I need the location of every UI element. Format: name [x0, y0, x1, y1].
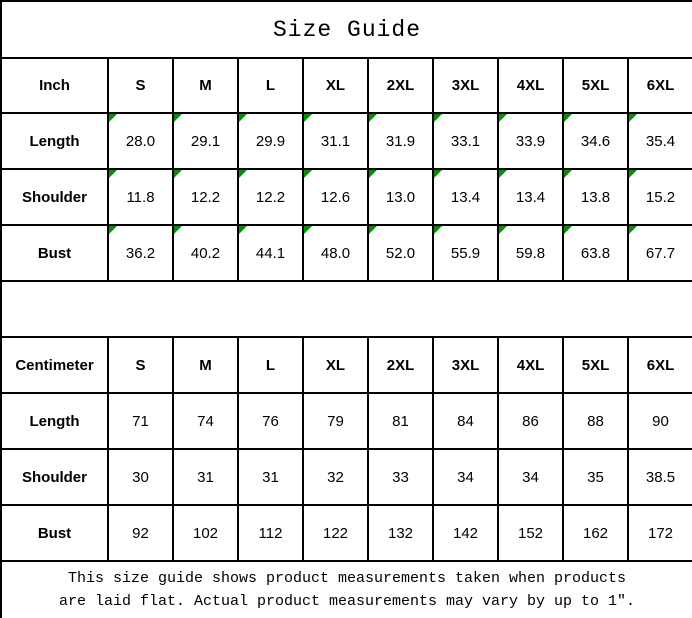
measurement-value: 15.2 [645, 188, 676, 206]
measurement-value-cell [238, 113, 303, 169]
measurement-value-cell [108, 449, 173, 505]
measurement-value-cell [108, 225, 173, 281]
size-header-cell: S [108, 337, 173, 393]
measurement-value-cell [303, 225, 368, 281]
measurement-value-cell [433, 169, 498, 225]
measurement-label-cell: Bust [1, 225, 108, 281]
measurement-value-cell [238, 449, 303, 505]
measurement-value-cell [303, 113, 368, 169]
measurement-value: 34.6 [580, 132, 611, 150]
measurement-value: 31 [197, 468, 214, 486]
measurement-value: 13.4 [515, 188, 546, 206]
measurement-value: 132 [387, 524, 414, 542]
measurement-value-cell [563, 449, 628, 505]
measurement-value-cell [238, 225, 303, 281]
measurement-value: 12.6 [320, 188, 351, 206]
measurement-value: 35.4 [645, 132, 676, 150]
size-header-cell: XL [303, 337, 368, 393]
measurement-label-cell: Bust [1, 505, 108, 561]
measurement-value-cell [108, 505, 173, 561]
measurement-value: 29.9 [255, 132, 286, 150]
cell-corner-flag-icon [304, 226, 312, 234]
cell-corner-flag-icon [239, 170, 247, 178]
measurement-value-cell [303, 505, 368, 561]
size-header-cell: 3XL [433, 58, 498, 113]
measurement-value: 13.8 [580, 188, 611, 206]
measurement-value-cell [173, 113, 238, 169]
measurement-value: 90 [652, 412, 669, 430]
measurement-value: 29.1 [190, 132, 221, 150]
size-header-cell: 6XL [628, 337, 692, 393]
measurement-value: 59.8 [515, 244, 546, 262]
measurement-value-cell [498, 449, 563, 505]
measurement-value: 67.7 [645, 244, 676, 262]
cell-corner-flag-icon [629, 226, 637, 234]
measurement-value-cell [238, 169, 303, 225]
measurement-value-cell [173, 225, 238, 281]
measurement-value-cell [433, 449, 498, 505]
footer-note [1, 561, 692, 618]
measurement-value: 86 [522, 412, 539, 430]
size-header-cell: 4XL [498, 337, 563, 393]
measurement-value: 52.0 [385, 244, 416, 262]
cell-corner-flag-icon [174, 226, 182, 234]
unit-header-cell: Inch [1, 58, 108, 113]
measurement-value: 112 [258, 524, 283, 542]
measurement-value: 34 [522, 468, 539, 486]
measurement-value-cell [628, 225, 692, 281]
cell-corner-flag-icon [499, 114, 507, 122]
cell-corner-flag-icon [239, 114, 247, 122]
measurement-value: 44.1 [255, 244, 286, 262]
size-header-row [1, 58, 692, 113]
footer-note-line1: This size guide shows product measurements taken when products [67, 569, 627, 587]
unit-header-cell: Centimeter [1, 337, 108, 393]
measurement-value-cell [628, 505, 692, 561]
measurement-value-cell [368, 505, 433, 561]
measurement-row [1, 449, 692, 505]
measurement-value-cell [563, 505, 628, 561]
measurement-value: 28.0 [125, 132, 156, 150]
measurement-value-cell [433, 113, 498, 169]
measurement-value-cell [628, 393, 692, 449]
size-header-cell: 2XL [368, 58, 433, 113]
measurement-value-cell [303, 169, 368, 225]
measurement-row [1, 393, 692, 449]
page-title: Size Guide [1, 1, 692, 58]
measurement-value-cell [628, 449, 692, 505]
cell-corner-flag-icon [109, 226, 117, 234]
size-header-cell: L [238, 58, 303, 113]
measurement-value-cell [628, 113, 692, 169]
cell-corner-flag-icon [369, 226, 377, 234]
measurement-value-cell [368, 113, 433, 169]
measurement-row [1, 113, 692, 169]
cell-corner-flag-icon [434, 226, 442, 234]
measurement-value: 31.9 [385, 132, 416, 150]
measurement-value-cell [498, 225, 563, 281]
measurement-value-cell [173, 393, 238, 449]
cell-corner-flag-icon [499, 170, 507, 178]
measurement-value: 152 [517, 524, 544, 542]
cell-corner-flag-icon [369, 170, 377, 178]
measurement-value: 30 [132, 468, 149, 486]
cell-corner-flag-icon [434, 170, 442, 178]
inch-table-section [1, 58, 692, 281]
measurement-value: 48.0 [320, 244, 351, 262]
measurement-value: 102 [192, 524, 219, 542]
measurement-value-cell [563, 225, 628, 281]
measurement-label-cell: Length [1, 113, 108, 169]
measurement-value: 33.1 [450, 132, 481, 150]
measurement-value-cell [173, 505, 238, 561]
cell-corner-flag-icon [629, 114, 637, 122]
size-header-cell: 3XL [433, 337, 498, 393]
measurement-value-cell [238, 505, 303, 561]
size-header-cell: XL [303, 58, 368, 113]
size-header-cell: 4XL [498, 58, 563, 113]
size-header-cell: 5XL [563, 337, 628, 393]
measurement-value: 36.2 [125, 244, 156, 262]
measurement-value-cell [433, 505, 498, 561]
measurement-value: 38.5 [645, 468, 676, 486]
measurement-label-cell: Length [1, 393, 108, 449]
cell-corner-flag-icon [304, 114, 312, 122]
measurement-value-cell [433, 225, 498, 281]
measurement-value-cell [628, 169, 692, 225]
measurement-value-cell [108, 169, 173, 225]
measurement-value: 55.9 [450, 244, 481, 262]
size-header-cell: 5XL [563, 58, 628, 113]
size-header-cell: 2XL [368, 337, 433, 393]
measurement-value: 31.1 [320, 132, 351, 150]
measurement-value-cell [173, 449, 238, 505]
measurement-value: 172 [648, 524, 674, 542]
size-header-cell: 6XL [628, 58, 692, 113]
measurement-value: 162 [582, 524, 609, 542]
cell-corner-flag-icon [434, 114, 442, 122]
cell-corner-flag-icon [239, 226, 247, 234]
measurement-value: 84 [457, 412, 474, 430]
measurement-value-cell [368, 225, 433, 281]
measurement-value-cell [303, 393, 368, 449]
measurement-value-cell [498, 113, 563, 169]
measurement-value: 35 [587, 468, 604, 486]
measurement-label-cell: Shoulder [1, 449, 108, 505]
measurement-value: 12.2 [255, 188, 286, 206]
measurement-value-cell [433, 393, 498, 449]
measurement-value: 11.8 [126, 188, 155, 206]
cell-corner-flag-icon [369, 114, 377, 122]
cell-corner-flag-icon [174, 170, 182, 178]
cell-corner-flag-icon [629, 170, 637, 178]
measurement-value: 76 [262, 412, 279, 430]
measurement-row [1, 225, 692, 281]
cell-corner-flag-icon [174, 114, 182, 122]
cell-corner-flag-icon [564, 114, 572, 122]
measurement-value-cell [368, 169, 433, 225]
measurement-value: 13.0 [385, 188, 416, 206]
cell-corner-flag-icon [564, 170, 572, 178]
measurement-value-cell [238, 393, 303, 449]
measurement-value: 63.8 [580, 244, 611, 262]
measurement-value: 12.2 [190, 188, 221, 206]
measurement-value-cell [303, 449, 368, 505]
measurement-value-cell [498, 505, 563, 561]
measurement-value: 142 [452, 524, 479, 542]
measurement-value: 13.4 [450, 188, 481, 206]
measurement-value-cell [563, 113, 628, 169]
measurement-value: 31 [262, 468, 279, 486]
measurement-value: 40.2 [190, 244, 221, 262]
measurement-value: 122 [322, 524, 349, 542]
size-header-cell: S [108, 58, 173, 113]
cell-corner-flag-icon [564, 226, 572, 234]
measurement-row [1, 169, 692, 225]
measurement-value-cell [563, 393, 628, 449]
measurement-value-cell [173, 169, 238, 225]
measurement-value-cell [368, 393, 433, 449]
centimeter-table-section [1, 337, 692, 561]
measurement-value-cell [563, 169, 628, 225]
cell-corner-flag-icon [109, 170, 117, 178]
measurement-value-cell [368, 449, 433, 505]
spacer-band [1, 281, 692, 337]
cell-corner-flag-icon [499, 226, 507, 234]
measurement-value: 33 [392, 468, 409, 486]
measurement-value: 33.9 [515, 132, 546, 150]
cell-corner-flag-icon [109, 114, 117, 122]
cell-corner-flag-icon [304, 170, 312, 178]
measurement-value: 92 [132, 524, 149, 542]
measurement-value: 79 [327, 412, 344, 430]
measurement-value: 81 [392, 412, 409, 430]
measurement-label-cell: Shoulder [1, 169, 108, 225]
measurement-value-cell [108, 393, 173, 449]
measurement-value: 71 [132, 412, 149, 430]
measurement-row [1, 505, 692, 561]
size-header-cell: M [173, 58, 238, 113]
size-header-cell: L [238, 337, 303, 393]
measurement-value-cell [498, 393, 563, 449]
footer-note-line2: are laid flat. Actual product measurements may vary by up to 1″. [58, 593, 636, 610]
measurement-value-cell [108, 113, 173, 169]
size-header-row [1, 337, 692, 393]
measurement-value-cell [498, 169, 563, 225]
measurement-value: 34 [457, 468, 474, 486]
measurement-value: 88 [587, 412, 604, 430]
size-header-cell: M [173, 337, 238, 393]
measurement-value: 74 [197, 412, 214, 430]
measurement-value: 32 [327, 468, 344, 486]
